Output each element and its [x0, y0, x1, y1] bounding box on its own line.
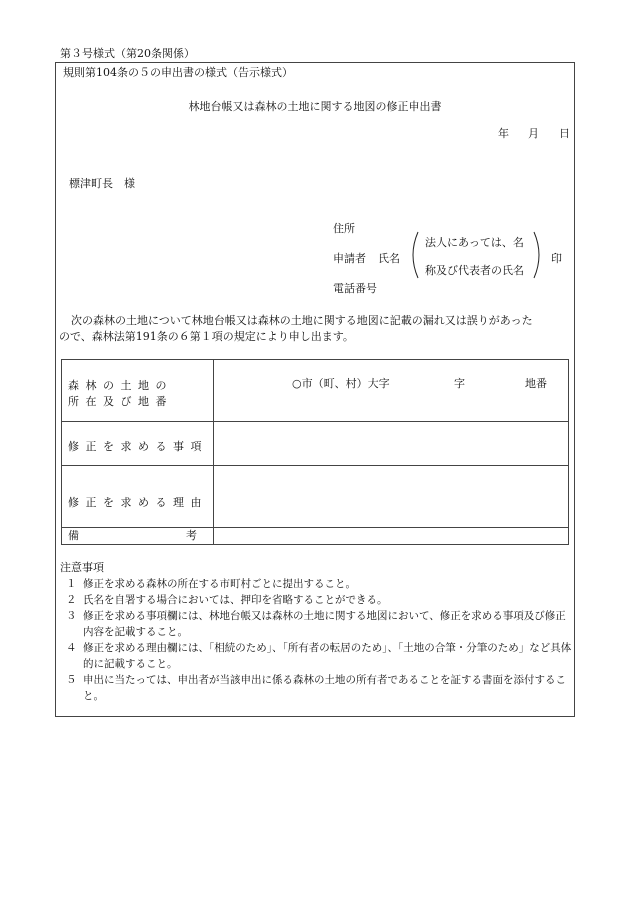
location-label-line2: 所在及び地番 — [68, 395, 173, 408]
note-item — [66, 640, 573, 672]
note-text: 氏名を自署する場合においては、押印を省略することができる。 — [83, 594, 388, 606]
date-day-label: 日 — [559, 127, 570, 140]
correction-reason-label: 修正を求める理由 — [68, 496, 208, 509]
note-text: 修正を求める森林の所在する市町村ごとに提出すること。 — [83, 578, 356, 590]
note-number: ４ — [66, 642, 77, 654]
location-label-line1: 森林の土地の — [68, 379, 173, 392]
date-month-label: 月 — [528, 127, 539, 140]
corp-note-line2: 称及び代表者の氏名 — [425, 264, 524, 277]
form-number: 第３号様式（第20条関係） — [60, 47, 195, 60]
correction-item-field[interactable] — [217, 424, 566, 462]
table-row-divider — [62, 527, 568, 528]
address-label: 住所 — [333, 222, 355, 235]
body-text-line1: 次の森林の土地について林地台帳又は森林の土地に関する地図に記載の漏れ又は誤りがあった — [71, 314, 533, 327]
sub-title: 規則第104条の５の申出書の様式（告示様式） — [63, 66, 293, 79]
table-row-divider — [62, 421, 568, 422]
applicant-label: 申請者 — [333, 252, 366, 265]
remarks-label-first-char: 備 — [68, 529, 79, 542]
request-table — [61, 359, 569, 545]
note-item — [66, 576, 573, 592]
note-text: 修正を求める理由欄には、「相続のため」、「所有者の転居のため」、「土地の合筆・分筆のため」など具体的に記載すること。 — [83, 642, 572, 670]
right-bracket-icon — [532, 231, 546, 279]
corp-note-line1: 法人にあっては、名 — [425, 236, 524, 249]
location-aza-field[interactable]: 字 — [454, 377, 465, 390]
note-item — [66, 592, 573, 608]
phone-label: 電話番号 — [333, 282, 377, 295]
table-column-divider — [213, 360, 214, 544]
note-text: 修正を求める事項欄には、林地台帳又は森林の土地に関する地図において、修正を求める事項及び修正内容を記載すること。 — [83, 610, 566, 638]
location-lot-field[interactable]: 地番 — [525, 377, 547, 390]
correction-item-label: 修正を求める事項 — [68, 440, 208, 453]
note-text: 申出に当たっては、申出者が当該申出に係る森林の土地の所有者であることを証する書面を添付すること。 — [83, 674, 566, 702]
date-year-label: 年 — [498, 127, 509, 140]
note-item — [66, 672, 573, 704]
remarks-label-last-char: 考 — [186, 529, 197, 542]
note-number: ２ — [66, 594, 77, 606]
correction-reason-field[interactable] — [217, 468, 566, 524]
table-row-divider — [62, 465, 568, 466]
note-number: １ — [66, 578, 77, 590]
location-city-field[interactable]: ○市（町、村）大字 — [292, 377, 390, 390]
form-title: 林地台帳又は森林の土地に関する地図の修正申出書 — [188, 100, 442, 113]
note-number: ５ — [66, 674, 77, 686]
name-label: 氏名 — [378, 252, 400, 265]
note-number: ３ — [66, 610, 77, 622]
remarks-field[interactable] — [217, 529, 566, 543]
left-bracket-icon — [406, 231, 420, 279]
seal-mark: 印 — [551, 252, 562, 265]
addressee: 標津町長 様 — [69, 177, 135, 190]
note-item — [66, 608, 573, 640]
body-text-line2: ので、森林法第191条の６第１項の規定により申し出ます。 — [59, 330, 354, 343]
notes-heading: 注意事項 — [60, 561, 104, 574]
